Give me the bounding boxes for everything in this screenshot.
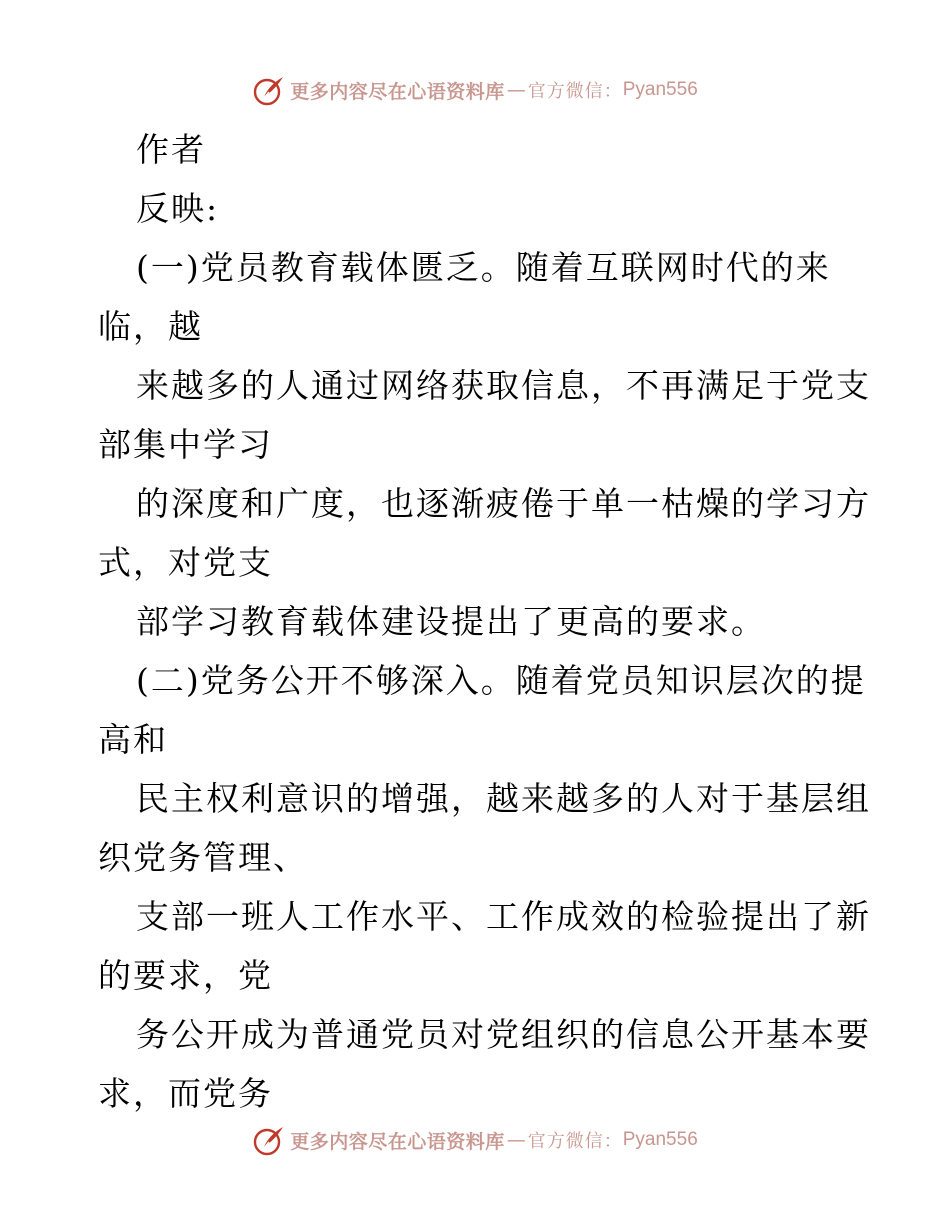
watermark-text: 更多内容尽在心语资料库: [290, 80, 505, 103]
header-watermark: [0, 70, 950, 110]
text-line: 临，越: [98, 307, 203, 346]
text-line: 的深度和广度，也逐渐疲倦于单一枯燥的学习方: [136, 484, 871, 523]
text-line: 来越多的人通过网络获取信息，不再满足于党支: [136, 366, 871, 405]
document-body: [98, 120, 871, 1123]
text-line: 部学习教育载体建设提出了更高的要求。: [136, 602, 766, 641]
text-line: 织党务管理、: [98, 838, 308, 877]
text-line: 作者: [136, 130, 206, 169]
text-line: 式，对党支: [98, 543, 273, 582]
text-line: 的要求，党: [98, 956, 273, 995]
text-line: (一)党员教育载体匮乏。随着互联网时代的来: [136, 248, 831, 287]
footer-watermark: [0, 1120, 950, 1160]
text-line: (二)党务公开不够深入。随着党员知识层次的提: [136, 661, 866, 700]
watermark-official-label: 官方微信：: [527, 81, 623, 102]
watermark-wechat-id: Pyan556: [622, 79, 698, 100]
text-line: 反映:: [136, 189, 220, 228]
watermark-text: 更多内容尽在心语资料库: [290, 1130, 505, 1153]
watermark-official-label: 官方微信：: [527, 1131, 623, 1152]
text-line: 民主权利意识的增强，越来越多的人对于基层组: [136, 779, 871, 818]
text-line: 求，而党务: [98, 1074, 273, 1113]
text-line: 高和: [98, 720, 168, 759]
feather-pen-logo-icon: [252, 73, 286, 107]
watermark-wechat-id: Pyan556: [622, 1129, 698, 1150]
text-line: 部集中学习: [98, 425, 273, 464]
text-line: 务公开成为普通党员对党组织的信息公开基本要: [136, 1015, 871, 1054]
text-line: 支部一班人工作水平、工作成效的检验提出了新: [136, 897, 871, 936]
watermark-dash: —: [506, 79, 526, 101]
watermark-dash: —: [506, 1129, 526, 1151]
feather-pen-logo-icon: [252, 1123, 286, 1157]
